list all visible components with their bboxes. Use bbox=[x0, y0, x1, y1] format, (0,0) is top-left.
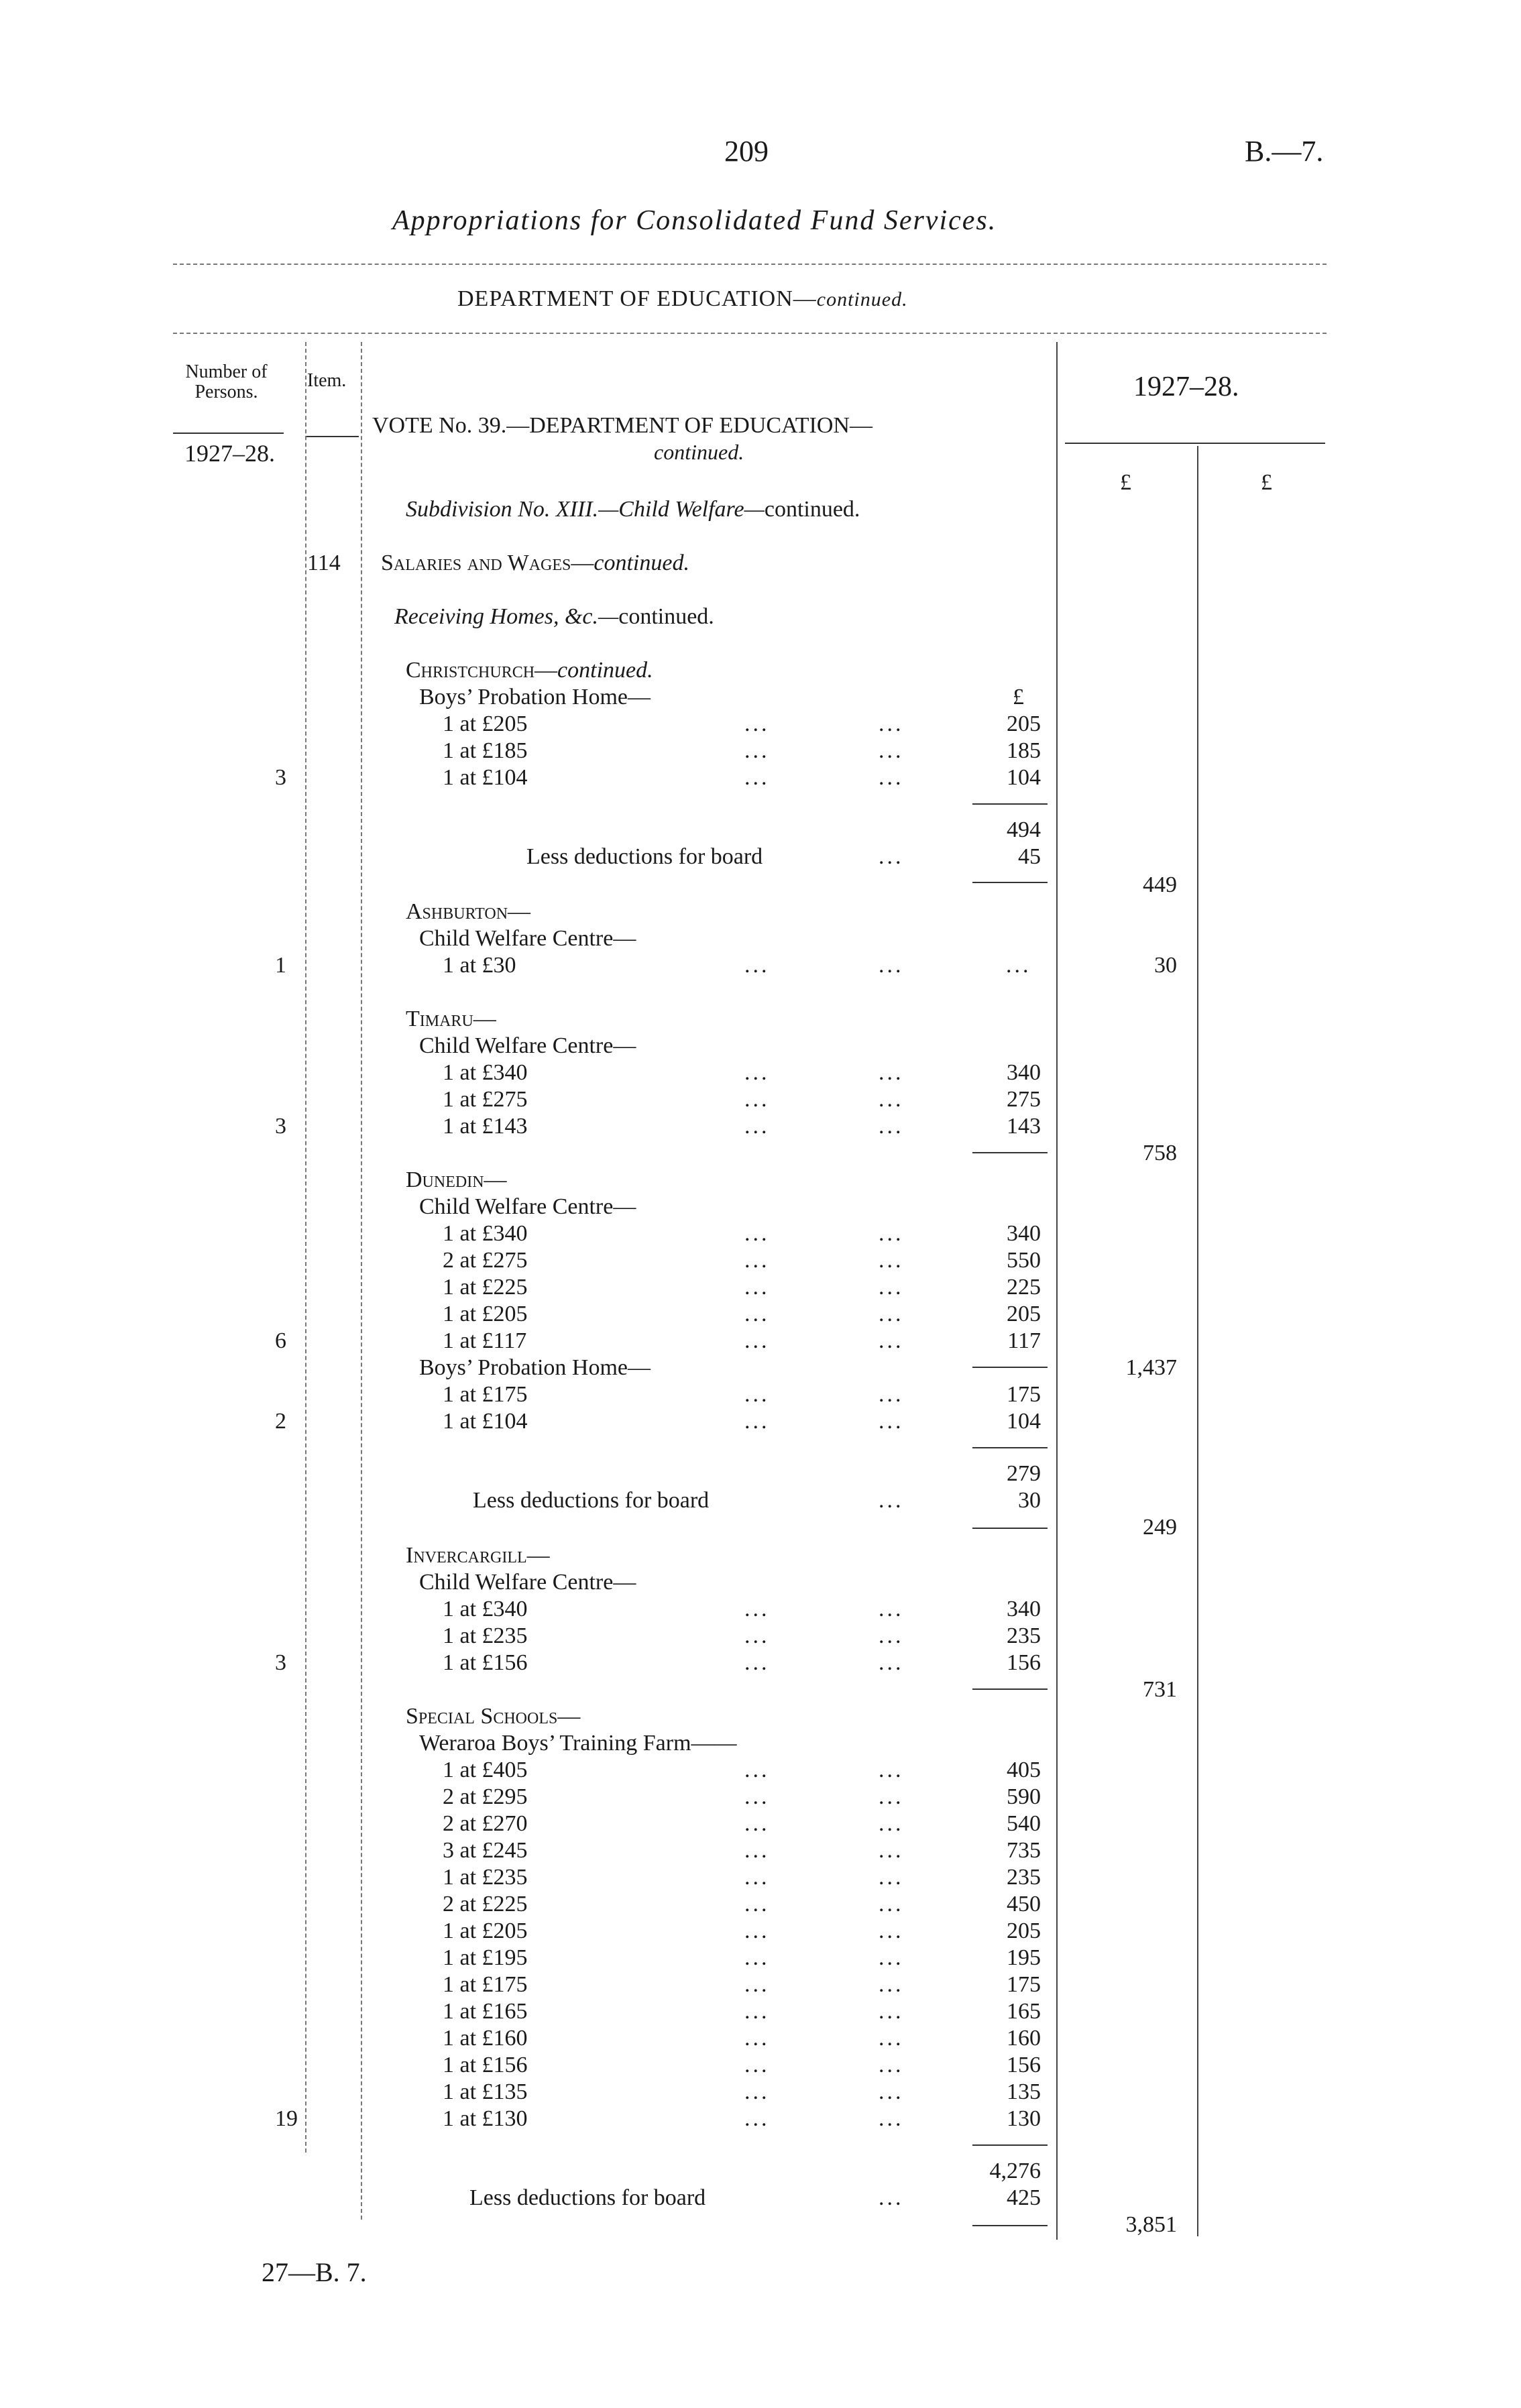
salary-line: 1 at £205 bbox=[443, 1302, 528, 1326]
rule bbox=[972, 882, 1048, 883]
vote-title: VOTE No. 39.—DEPARTMENT OF EDUCATION— bbox=[372, 413, 872, 438]
column-rule bbox=[1056, 342, 1058, 2240]
timaru-heading: Timaru— bbox=[406, 1007, 496, 1031]
leader-dots: ... bbox=[879, 1275, 904, 1300]
leader-dots: ... bbox=[879, 953, 904, 978]
leader-dots: ... bbox=[879, 1811, 904, 1836]
special-schools-sub: Weraroa Boys’ Training Farm—— bbox=[419, 1731, 737, 1756]
amount: 135 bbox=[1007, 2079, 1041, 2104]
salary-line: 1 at £340 bbox=[443, 1221, 528, 1246]
leader-dots: ... bbox=[879, 1060, 904, 1085]
salary-line: 1 at £156 bbox=[443, 2053, 528, 2077]
salary-line: 1 at £405 bbox=[443, 1758, 528, 1782]
leader-dots: ... bbox=[744, 711, 770, 736]
leader-dots: ... bbox=[879, 1328, 904, 1353]
leader-dots: ... bbox=[744, 1248, 770, 1273]
leader-dots: ... bbox=[879, 2185, 904, 2210]
column-rule bbox=[361, 342, 362, 2220]
divider bbox=[173, 333, 1327, 334]
dunedin-sub-2: Boys’ Probation Home— bbox=[419, 1355, 651, 1380]
salary-line: 1 at £340 bbox=[443, 1597, 528, 1621]
rule bbox=[972, 1447, 1048, 1448]
amount: 104 bbox=[1007, 1409, 1041, 1434]
leader-dots: ... bbox=[744, 953, 770, 978]
leader-dots: ... bbox=[879, 1865, 904, 1890]
salary-line: 1 at £104 bbox=[443, 765, 528, 790]
amount: 104 bbox=[1007, 765, 1041, 790]
amount: 540 bbox=[1007, 1811, 1041, 1836]
total: 449 bbox=[1143, 872, 1177, 897]
leader-dots: ... bbox=[879, 1597, 904, 1621]
leader-dots: ... bbox=[879, 1248, 904, 1273]
leader-dots: ... bbox=[879, 1650, 904, 1675]
salary-line: 1 at £130 bbox=[443, 2106, 528, 2131]
document-reference: B.—7. bbox=[1245, 135, 1324, 168]
amount: 30 bbox=[1018, 1488, 1041, 1513]
rule bbox=[972, 1528, 1048, 1529]
special-schools-heading: Special Schools— bbox=[406, 1704, 581, 1729]
leader-dots: ... bbox=[744, 2079, 770, 2104]
column-rule bbox=[1197, 446, 1198, 2236]
invercargill-sub: Child Welfare Centre— bbox=[419, 1570, 636, 1595]
salary-line: 1 at £275 bbox=[443, 1087, 528, 1112]
total: 30 bbox=[1154, 953, 1177, 978]
pound-sign: £ bbox=[1013, 685, 1024, 709]
amount: 735 bbox=[1007, 1838, 1041, 1863]
salary-line: 1 at £205 bbox=[443, 711, 528, 736]
rule bbox=[972, 1152, 1048, 1153]
total: 731 bbox=[1143, 1677, 1177, 1702]
amount: 175 bbox=[1007, 1382, 1041, 1407]
leader-dots: ... bbox=[744, 1865, 770, 1890]
leader-dots: ... bbox=[744, 1918, 770, 1943]
total: 249 bbox=[1143, 1515, 1177, 1540]
page-title: Appropriations for Consolidated Fund Services. bbox=[392, 205, 997, 236]
dunedin-sub: Child Welfare Centre— bbox=[419, 1194, 636, 1219]
leader-dots: ... bbox=[744, 2053, 770, 2077]
salary-line: 1 at £340 bbox=[443, 1060, 528, 1085]
leader-dots: ... bbox=[744, 765, 770, 790]
leader-dots: ... bbox=[744, 1328, 770, 1353]
column-header-item: Item. bbox=[307, 370, 347, 391]
leader-dots: ... bbox=[744, 1382, 770, 1407]
leader-dots: ... bbox=[744, 1838, 770, 1863]
leader-dots: ... bbox=[744, 1811, 770, 1836]
leader-dots: ... bbox=[744, 1758, 770, 1782]
receiving-homes-heading: Receiving Homes, &c.—continued. bbox=[394, 604, 714, 629]
amount: 175 bbox=[1007, 1972, 1041, 1997]
divider bbox=[173, 264, 1327, 265]
christchurch-sub: Boys’ Probation Home— bbox=[419, 685, 651, 709]
leader-dots: ... bbox=[879, 1409, 904, 1434]
leader-dots: ... bbox=[744, 1892, 770, 1916]
rule bbox=[972, 2144, 1048, 2146]
amount: 590 bbox=[1007, 1784, 1041, 1809]
persons-count: 19 bbox=[275, 2106, 298, 2131]
salary-line: 1 at £117 bbox=[443, 1328, 527, 1353]
leader-dots: ... bbox=[879, 1918, 904, 1943]
ashburton-heading: Ashburton— bbox=[406, 899, 531, 924]
vote-continued: continued. bbox=[654, 440, 744, 464]
subtotal: 494 bbox=[1007, 817, 1041, 842]
leader-dots: ... bbox=[744, 1275, 770, 1300]
leader-dots: ... bbox=[879, 1114, 904, 1139]
amount: 160 bbox=[1007, 2026, 1041, 2051]
amount: 550 bbox=[1007, 1248, 1041, 1273]
leader-dots: ... bbox=[744, 1999, 770, 2024]
leader-dots: ... bbox=[879, 1302, 904, 1326]
amount: 156 bbox=[1007, 2053, 1041, 2077]
amount: 117 bbox=[1007, 1328, 1041, 1353]
leader-dots: ... bbox=[879, 2026, 904, 2051]
leader-dots: ... bbox=[879, 711, 904, 736]
salary-line: 2 at £295 bbox=[443, 1784, 528, 1809]
amount: 340 bbox=[1007, 1060, 1041, 1085]
amount: 156 bbox=[1007, 1650, 1041, 1675]
rule bbox=[173, 433, 284, 434]
leader-dots: ... bbox=[879, 2106, 904, 2131]
leader-dots: ... bbox=[744, 1409, 770, 1434]
invercargill-heading: Invercargill— bbox=[406, 1543, 550, 1568]
amount: 205 bbox=[1007, 1302, 1041, 1326]
less-deductions: Less deductions for board bbox=[473, 1488, 710, 1513]
leader-dots: ... bbox=[744, 1302, 770, 1326]
leader-dots: ... bbox=[879, 1488, 904, 1513]
leader-dots: ... bbox=[879, 2053, 904, 2077]
amount: 235 bbox=[1007, 1623, 1041, 1648]
less-deductions: Less deductions for board bbox=[469, 2185, 706, 2210]
salary-line: 1 at £225 bbox=[443, 1275, 528, 1300]
amount: 195 bbox=[1007, 1945, 1041, 1970]
salary-line: 1 at £175 bbox=[443, 1382, 528, 1407]
less-deductions: Less deductions for board bbox=[526, 844, 763, 869]
salary-line: 1 at £30 bbox=[443, 953, 516, 978]
leader-dots: ... bbox=[879, 1892, 904, 1916]
dunedin-heading: Dunedin— bbox=[406, 1167, 507, 1192]
salary-line: 2 at £225 bbox=[443, 1892, 528, 1916]
column-header-persons: Number of Persons. bbox=[185, 361, 268, 402]
leader-dots: ... bbox=[744, 1972, 770, 1997]
salary-line: 2 at £270 bbox=[443, 1811, 528, 1836]
total: 758 bbox=[1143, 1141, 1177, 1165]
leader-dots: ... bbox=[744, 1221, 770, 1246]
leader-dots: ... bbox=[879, 1623, 904, 1648]
amount: 205 bbox=[1007, 711, 1041, 736]
amount: 143 bbox=[1007, 1114, 1041, 1139]
amount: 425 bbox=[1007, 2185, 1041, 2210]
rule bbox=[1065, 443, 1325, 444]
persons-count: 3 bbox=[275, 1114, 286, 1139]
ashburton-sub: Child Welfare Centre— bbox=[419, 926, 636, 951]
amount: 165 bbox=[1007, 1999, 1041, 2024]
amount: 205 bbox=[1007, 1918, 1041, 1943]
subtotal: 4,276 bbox=[989, 2159, 1041, 2183]
page-number: 209 bbox=[724, 135, 769, 168]
rule bbox=[972, 803, 1048, 805]
salary-line: 1 at £143 bbox=[443, 1114, 528, 1139]
leader-dots: ... bbox=[744, 1060, 770, 1085]
leader-dots: ... bbox=[744, 1623, 770, 1648]
leader-dots: ... bbox=[879, 765, 904, 790]
amount: 185 bbox=[1007, 738, 1041, 763]
leader-dots: ... bbox=[744, 1945, 770, 1970]
subdivision: Subdivision No. XIII.—Child Welfare—continued. bbox=[406, 497, 860, 522]
christchurch-heading: Christchurch—continued. bbox=[406, 658, 653, 683]
pound-sign: £ bbox=[1261, 470, 1272, 495]
persons-count: 2 bbox=[275, 1409, 286, 1434]
salary-line: 1 at £235 bbox=[443, 1865, 528, 1890]
leader-dots: ... bbox=[879, 1945, 904, 1970]
persons-count: 1 bbox=[275, 953, 286, 978]
leader-dots: ... bbox=[744, 1087, 770, 1112]
column-rule bbox=[305, 342, 306, 2153]
leader-dots: ... bbox=[744, 1650, 770, 1675]
salary-line: 1 at £175 bbox=[443, 1972, 528, 1997]
pound-sign: £ bbox=[1120, 470, 1131, 495]
salary-line: 1 at £165 bbox=[443, 1999, 528, 2024]
salary-line: 1 at £104 bbox=[443, 1409, 528, 1434]
amount: 235 bbox=[1007, 1865, 1041, 1890]
amount: 450 bbox=[1007, 1892, 1041, 1916]
timaru-sub: Child Welfare Centre— bbox=[419, 1033, 636, 1058]
salary-line: 1 at £135 bbox=[443, 2079, 528, 2104]
amount: 275 bbox=[1007, 1087, 1041, 1112]
amount: 130 bbox=[1007, 2106, 1041, 2131]
persons-count: 3 bbox=[275, 1650, 286, 1675]
persons-count: 3 bbox=[275, 765, 286, 790]
leader-dots: ... bbox=[879, 1999, 904, 2024]
subtotal: 279 bbox=[1007, 1461, 1041, 1486]
page-footer: 27—B. 7. bbox=[262, 2257, 367, 2287]
leader-dots: ... bbox=[744, 1597, 770, 1621]
salary-line: 1 at £205 bbox=[443, 1918, 528, 1943]
salary-line: 1 at £235 bbox=[443, 1623, 528, 1648]
leader-dots: ... bbox=[879, 1382, 904, 1407]
leader-dots: ... bbox=[879, 1758, 904, 1782]
leader-dots: ... bbox=[879, 2079, 904, 2104]
amount: 340 bbox=[1007, 1597, 1041, 1621]
salary-line: 3 at £245 bbox=[443, 1838, 528, 1863]
amount: 225 bbox=[1007, 1275, 1041, 1300]
leader-dots: ... bbox=[1006, 953, 1031, 978]
amount: 405 bbox=[1007, 1758, 1041, 1782]
item-number: 114 bbox=[307, 551, 341, 575]
salaries-heading: Salaries and Wages—continued. bbox=[381, 551, 689, 575]
salary-line: 2 at £275 bbox=[443, 1248, 528, 1273]
leader-dots: ... bbox=[879, 1784, 904, 1809]
persons-year: 1927–28. bbox=[184, 440, 275, 467]
leader-dots: ... bbox=[744, 1784, 770, 1809]
leader-dots: ... bbox=[744, 2106, 770, 2131]
leader-dots: ... bbox=[879, 1838, 904, 1863]
leader-dots: ... bbox=[879, 1221, 904, 1246]
salary-line: 1 at £160 bbox=[443, 2026, 528, 2051]
leader-dots: ... bbox=[744, 2026, 770, 2051]
salary-line: 1 at £156 bbox=[443, 1650, 528, 1675]
leader-dots: ... bbox=[744, 738, 770, 763]
amount: 340 bbox=[1007, 1221, 1041, 1246]
rule bbox=[972, 1688, 1048, 1690]
rule bbox=[972, 1367, 1048, 1368]
rule bbox=[305, 436, 359, 437]
leader-dots: ... bbox=[879, 1087, 904, 1112]
persons-count: 6 bbox=[275, 1328, 286, 1353]
rule bbox=[972, 2225, 1048, 2226]
leader-dots: ... bbox=[879, 1972, 904, 1997]
salary-line: 1 at £195 bbox=[443, 1945, 528, 1970]
column-header-year: 1927–28. bbox=[1133, 371, 1239, 402]
leader-dots: ... bbox=[744, 1114, 770, 1139]
department-heading: DEPARTMENT OF EDUCATION—continued. bbox=[457, 286, 908, 311]
leader-dots: ... bbox=[879, 738, 904, 763]
amount: 45 bbox=[1018, 844, 1041, 869]
leader-dots: ... bbox=[879, 844, 904, 869]
total: 1,437 bbox=[1125, 1355, 1177, 1380]
salary-line: 1 at £185 bbox=[443, 738, 528, 763]
total: 3,851 bbox=[1125, 2212, 1177, 2237]
